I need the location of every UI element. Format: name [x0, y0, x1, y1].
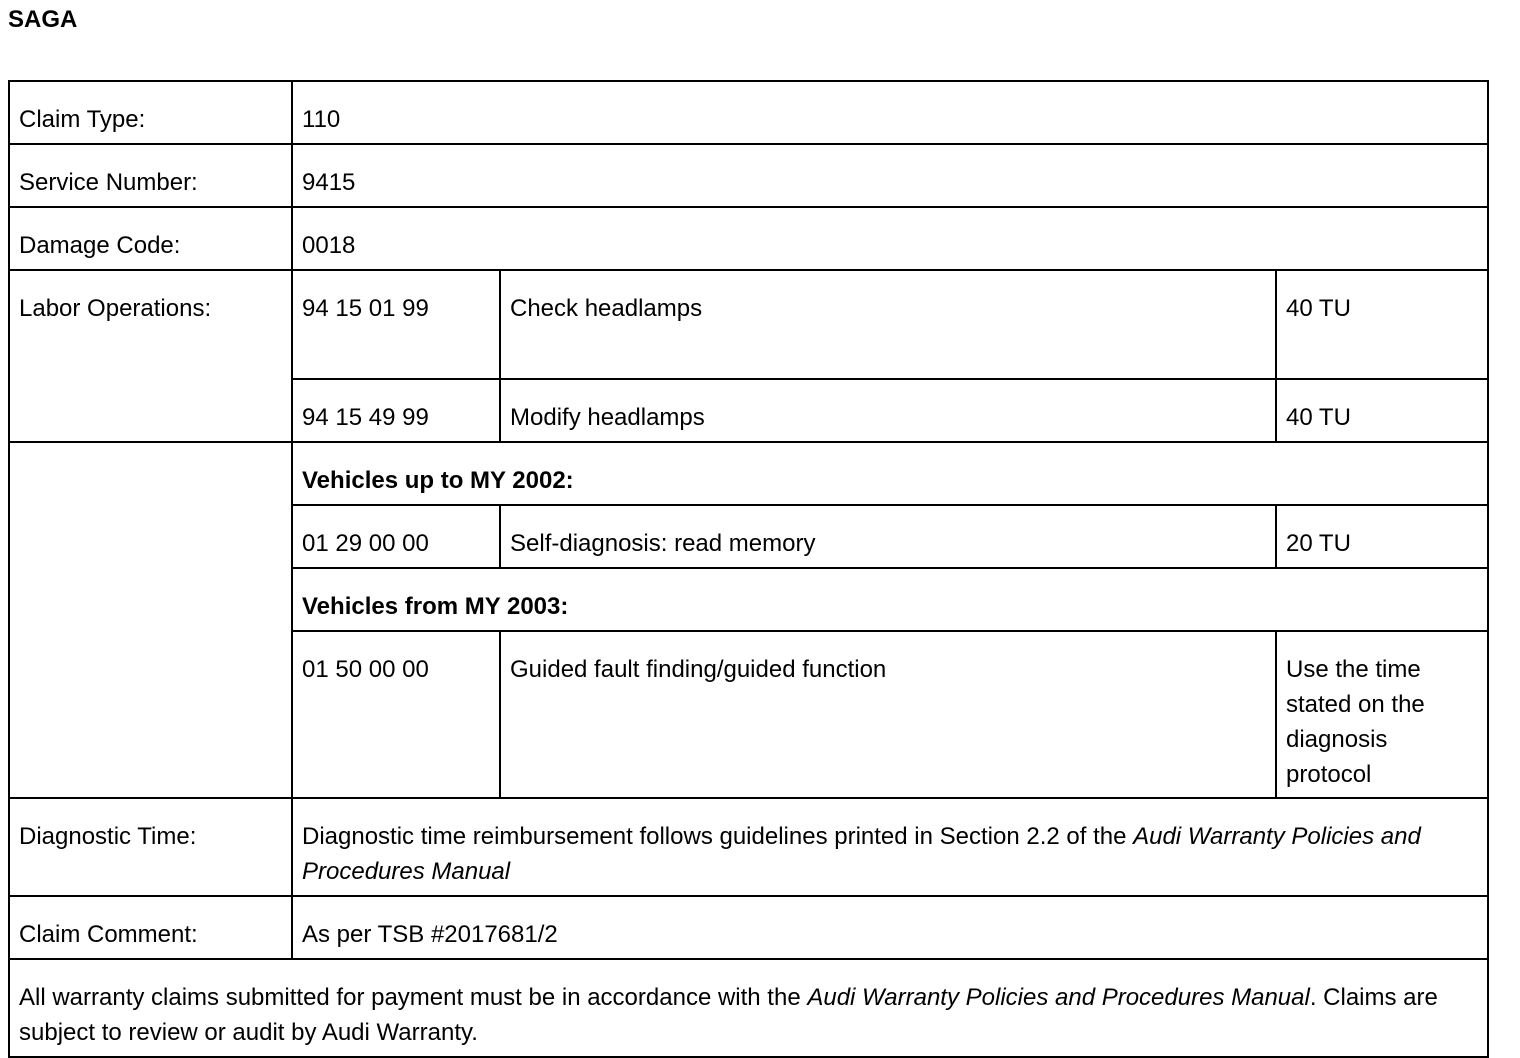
damage-code-label: Damage Code:: [9, 207, 292, 270]
damage-code-row: [9, 207, 1488, 270]
diagnostic-time-label: Diagnostic Time:: [9, 798, 292, 896]
claim-comment-row: [9, 896, 1488, 959]
vehicles-up-to-2002-heading: Vehicles up to MY 2002:: [292, 442, 1488, 505]
manual-title: Audi Warranty Policies and Procedures Manual: [807, 984, 1310, 1011]
labor-code: 94 15 01 99: [292, 270, 500, 379]
operation-time-note: Use the time stated on the diagnosis protocol: [1276, 631, 1488, 798]
diagnostic-time-row: [9, 798, 1488, 896]
service-number-label: Service Number:: [9, 144, 292, 207]
claim-type-value: 110: [292, 81, 1488, 144]
vehicles-from-2003-heading: Vehicles from MY 2003:: [292, 568, 1488, 631]
diagnostic-time-value: [292, 798, 1488, 896]
operation-description: Guided fault finding/guided function: [500, 631, 1276, 798]
vehicles-up-to-2002-heading-row: [9, 442, 1488, 505]
claim-comment-value: As per TSB #2017681/2: [292, 896, 1488, 959]
saga-table: [8, 80, 1489, 1058]
page-title: SAGA: [8, 6, 78, 33]
labor-operation-row: [9, 270, 1488, 379]
labor-description: Check headlamps: [500, 270, 1276, 379]
diagnostic-time-text: Diagnostic time reimbursement follows guidelines printed in Section 2.2 of the: [302, 823, 1134, 850]
manual-title: Audi Warranty Policies and Procedures Manual: [302, 823, 1421, 885]
operation-code: 01 29 00 00: [292, 505, 500, 568]
operation-time: 20 TU: [1276, 505, 1488, 568]
claim-type-label: Claim Type:: [9, 81, 292, 144]
labor-code: 94 15 49 99: [292, 379, 500, 442]
operation-description: Self-diagnosis: read memory: [500, 505, 1276, 568]
empty-label-cell: [9, 442, 292, 798]
labor-time: 40 TU: [1276, 270, 1488, 379]
claim-type-row: [9, 81, 1488, 144]
footer-text: . Claims are subject to review or audit by Audi Warranty.: [19, 984, 1438, 1046]
labor-operations-label: Labor Operations:: [9, 270, 292, 442]
labor-time: 40 TU: [1276, 379, 1488, 442]
service-number-row: [9, 144, 1488, 207]
footer-row: [9, 959, 1488, 1057]
damage-code-value: 0018: [292, 207, 1488, 270]
footer-note: [9, 959, 1488, 1057]
labor-description: Modify headlamps: [500, 379, 1276, 442]
claim-comment-label: Claim Comment:: [9, 896, 292, 959]
service-number-value: 9415: [292, 144, 1488, 207]
footer-text: All warranty claims submitted for payment must be in accordance with the: [19, 984, 808, 1011]
operation-code: 01 50 00 00: [292, 631, 500, 798]
